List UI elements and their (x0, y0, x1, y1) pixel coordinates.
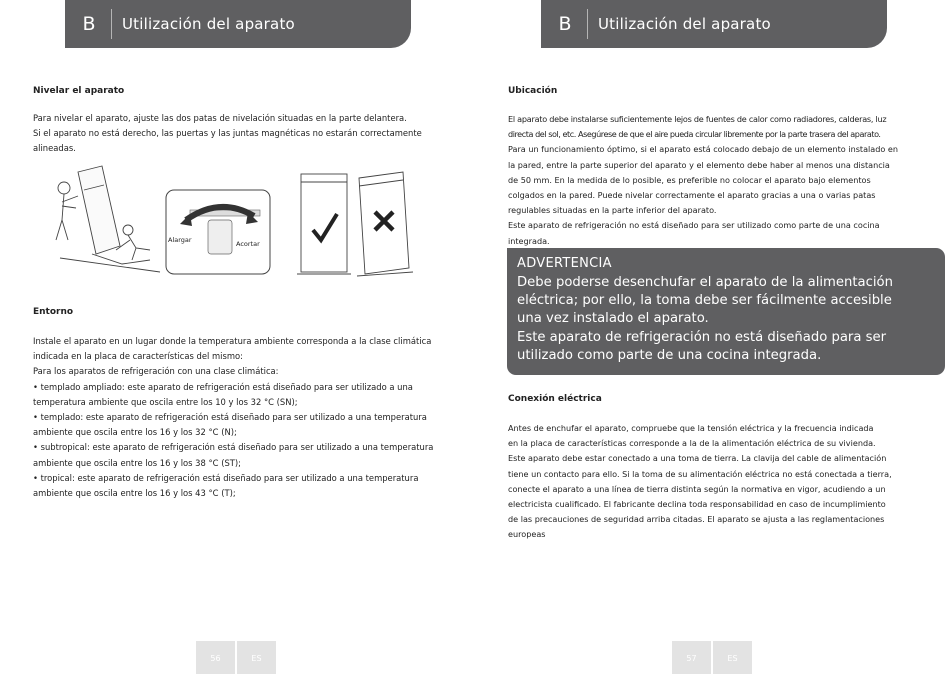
correct-incorrect-illustration (295, 168, 415, 280)
text-line: indicada en la placa de características del mismo: (33, 351, 243, 362)
text-line: Debe poderse desenchufar el aparato de la alimentación (517, 275, 893, 290)
warning-title: ADVERTENCIA (517, 256, 612, 271)
page-number: 56 (196, 641, 235, 674)
header-divider (587, 9, 588, 39)
text-line: alineadas. (33, 143, 76, 154)
text-line: conecte el aparato a una línea de tierra distinta según la normativa en vigor, acudiendo a un (508, 483, 886, 494)
text-line: directa del sol, etc. Asegúrese de que el aire pueda circular libremente por la parte trasera del aparato. (508, 129, 881, 140)
text-line: europeas (508, 529, 546, 540)
text-line: regulables situadas en la parte inferior del aparato. (508, 205, 717, 216)
text-line: en la placa de características corresponde a la de la alimentación eléctrica de su vivienda. (508, 438, 876, 449)
zoom-inset (166, 190, 270, 274)
header-divider (111, 9, 112, 39)
leveling-illustration (40, 160, 280, 278)
section-title: Utilización del aparato (598, 15, 771, 33)
list-item: ambiente que oscila entre los 16 y los 38 °C (ST); (33, 457, 241, 468)
list-item: temperatura ambiente que oscila entre los 10 y los 32 °C (SN); (33, 396, 298, 407)
text-line: eléctrica; por ello, la toma debe ser fácilmente accesible (517, 293, 892, 309)
section-letter: B (558, 13, 572, 35)
warning-text (517, 274, 942, 365)
text-line: Si el aparato no está derecho, las puertas y las juntas magnéticas no estarán correctamente (33, 128, 422, 139)
label-acortar: Acortar (236, 240, 260, 248)
section-header (65, 0, 411, 48)
page-number: 57 (672, 641, 711, 674)
text-line: Este aparato de refrigeración no está diseñado para ser utilizado como parte de una cocina (508, 220, 880, 231)
conexion-heading: Conexión eléctrica (508, 394, 602, 404)
list-item: • subtropical: este aparato de refrigeración está diseñado para ser utilizado a una temperatura (33, 442, 434, 453)
entorno-paragraph (33, 334, 433, 501)
nivelar-paragraph (33, 111, 422, 157)
nivelar-heading: Nivelar el aparato (33, 86, 125, 96)
text-line: integrada. (508, 235, 550, 246)
list-item: ambiente que oscila entre los 16 y los 32 °C (N); (33, 427, 237, 438)
text-line: tiene un contacto para ello. Si la toma de su alimentación eléctrica no está conectada a tierra, (508, 468, 892, 479)
text-line: Para nivelar el aparato, ajuste las dos patas de nivelación situadas en la parte delantera. (33, 113, 407, 123)
list-item: ambiente que oscila entre los 16 y los 43 °C (T); (33, 488, 236, 499)
list-item: • templado ampliado: este aparato de refrigeración está diseñado para ser utilizado a una (33, 381, 413, 392)
list-item: • templado: este aparato de refrigeración está diseñado para ser utilizado a una temperatura (33, 412, 427, 423)
language-tab: ES (713, 641, 752, 674)
entorno-heading: Entorno (33, 307, 74, 317)
text-line: colgados en la pared. Puede nivelar correctamente el aparato gracias a una o varias patas (508, 190, 876, 201)
text-line: Este aparato de refrigeración no está diseñado para ser (517, 329, 887, 345)
text-line: Para los aparatos de refrigeración con una clase climática: (33, 366, 279, 377)
warning-box (507, 248, 945, 375)
section-letter: B (82, 13, 96, 35)
text-line: una vez instalado el aparato. (517, 311, 709, 327)
text-line: utilizado como parte de una cocina integrada. (517, 347, 822, 363)
text-line: de las precauciones de seguridad arriba citadas. El aparato se ajusta a las reglamentaciones (508, 514, 885, 525)
ubicacion-heading: Ubicación (508, 86, 558, 96)
text-line: Instale el aparato en un lugar donde la temperatura ambiente corresponda a la clase climática (33, 336, 432, 346)
label-alargar: Alargar (168, 236, 192, 244)
section-title: Utilización del aparato (122, 15, 295, 33)
text-line: Para un funcionamiento óptimo, si el aparato está colocado debajo de un elemento instalado en (508, 144, 899, 155)
language-tab: ES (237, 641, 276, 674)
text-line: Este aparato debe estar conectado a una toma de tierra. La clavija del cable de alimentación (508, 453, 887, 464)
fridge-upright (301, 174, 347, 272)
conexion-paragraph (508, 421, 892, 543)
ubicacion-paragraph (508, 112, 898, 249)
section-header (541, 0, 887, 48)
text-line: electricista cualificado. El fabricante declina toda responsabilidad en caso de incumplimiento (508, 499, 886, 510)
list-item: • tropical: este aparato de refrigeración está diseñado para ser utilizado a una temperatura (33, 472, 419, 483)
text-line: El aparato debe instalarse suficientemente lejos de fuentes de calor como radiadores, calderas, luz (508, 114, 887, 124)
text-line: de 50 mm. En la medida de lo posible, es preferible no colocar el aparato bajo elementos (508, 174, 871, 185)
text-line: la pared, entre la parte superior del aparato y el elemento debe haber al menos una distancia (508, 159, 890, 170)
text-line: Antes de enchufar el aparato, compruebe que la tensión eléctrica y la frecuencia indicada (508, 423, 874, 433)
